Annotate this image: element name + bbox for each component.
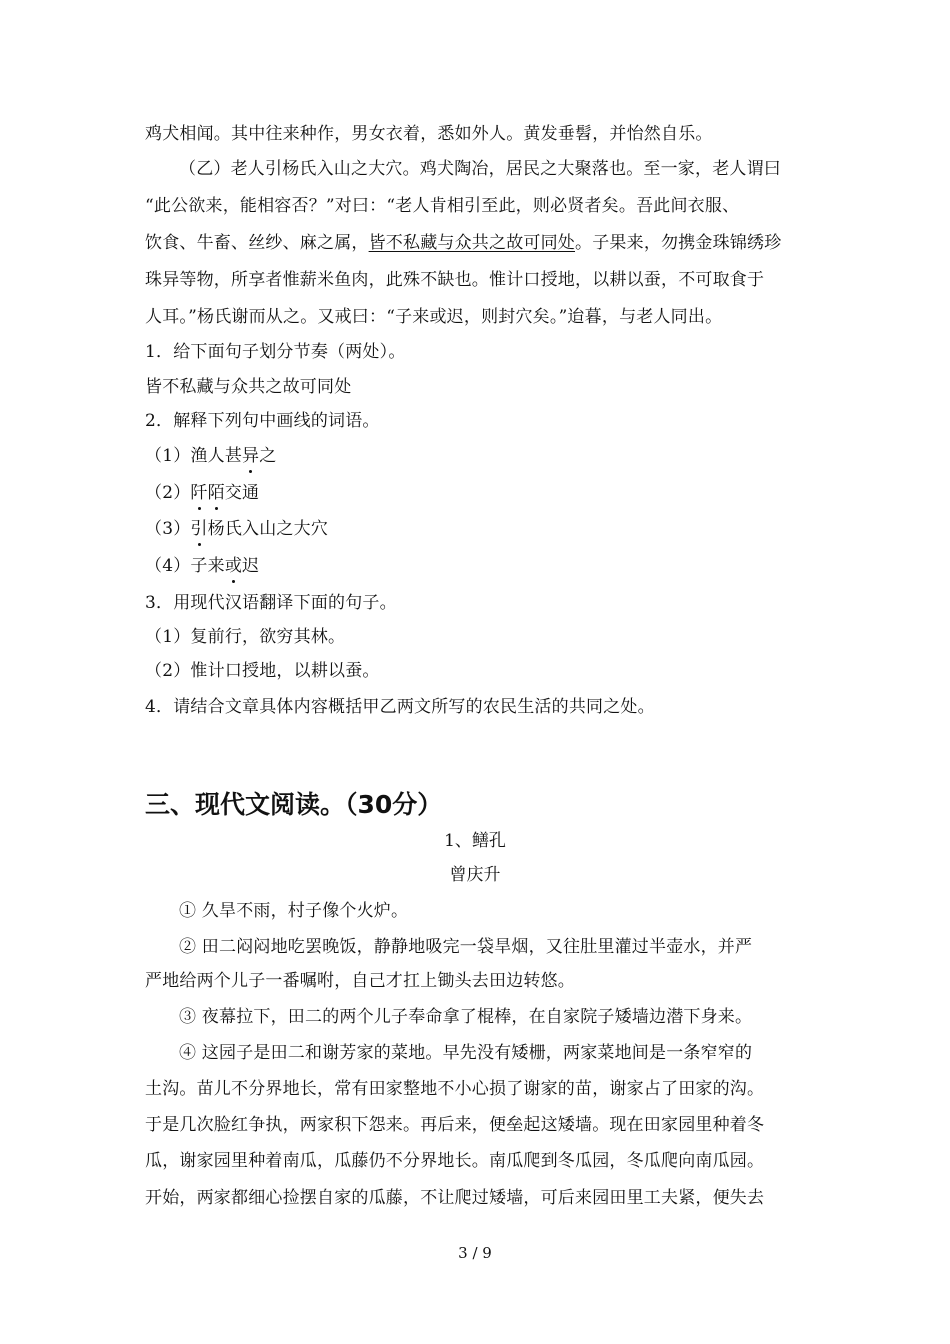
- section-heading: 三、现代文阅读。（30分）: [145, 790, 443, 819]
- article-line: 于是几次脸红争执，两家积下怨来。再后来，便垒起这矮墙。现在田家园里种着冬: [145, 1115, 765, 1135]
- question-3-item-2: （2）惟计口授地，以耕以蚕。: [145, 661, 380, 681]
- item-text: 交通: [224, 483, 260, 503]
- item-text: （2）: [145, 483, 191, 503]
- passage-line: 珠异等物，所享者惟薪米鱼肉，此殊不缺也。惟计口授地，以耕以蚕，不可取食于: [145, 270, 765, 290]
- article-line: 开始，两家都细心捡摆自家的瓜藤，不让爬过矮墙，可后来园田里工夫紧，便失去: [145, 1188, 765, 1208]
- question-2-item-4: [145, 555, 259, 577]
- item-text: 杨氏入山之大穴: [207, 519, 329, 539]
- dotted-word: 引: [190, 519, 208, 539]
- passage-line: 人耳。”杨氏谢而从之。又戒曰：“子来或迟，则封穴矣。”迨暮，与老人同出。: [145, 307, 723, 327]
- question-1-sentence: 皆不私藏与众共之故可同处: [145, 377, 352, 397]
- page-number: 3 / 9: [458, 1244, 492, 1262]
- question-1: 1．给下面句子划分节奏（两处）。: [145, 342, 406, 362]
- article-line: 严地给两个儿子一番嘱咐，自己才扛上锄头去田边转悠。: [145, 971, 575, 991]
- question-2-item-3: [145, 518, 328, 540]
- question-2-item-2: [145, 482, 259, 504]
- item-text: （4）子来: [145, 556, 225, 576]
- article-line: 土沟。苗儿不分界地长，常有田家整地不小心损了谢家的苗，谢家占了田家的沟。: [145, 1079, 765, 1099]
- item-text: 之: [259, 446, 277, 466]
- article-paragraph: ① 久旱不雨，村子像个火炉。: [179, 901, 409, 921]
- dotted-word: 阡: [190, 483, 208, 503]
- dotted-word: 异: [242, 446, 260, 466]
- article-paragraph: ② 田二闷闷地吃罢晚饭，静静地吸完一袋旱烟，又往肚里灌过半壶水，并严: [179, 937, 753, 957]
- item-text: （3）: [145, 519, 191, 539]
- article-paragraph: ④ 这园子是田二和谢芳家的菜地。早先没有矮栅，两家菜地间是一条窄窄的: [179, 1043, 753, 1063]
- article-paragraph: ③ 夜幕拉下，田二的两个儿子奉命拿了棍棒，在自家院子矮墙边潜下身来。: [179, 1007, 753, 1027]
- question-2-item-1: [145, 445, 276, 467]
- item-text: （1）渔人甚: [145, 446, 243, 466]
- question-3-item-1: （1）复前行，欲穷其林。: [145, 627, 346, 647]
- article-line: 瓜，谢家园里种着南瓜，瓜藤仍不分界地长。南瓜爬到冬瓜园，冬瓜爬向南瓜园。: [145, 1151, 765, 1171]
- article-author: 曾庆升: [449, 865, 501, 885]
- passage-line: 鸡犬相闻。其中往来种作，男女衣着，悉如外人。黄发垂髫，并怡然自乐。: [145, 124, 713, 144]
- dotted-word: 或: [224, 556, 243, 576]
- dotted-word: 陌: [207, 483, 225, 503]
- article-title: 1、鳝孔: [444, 831, 506, 851]
- passage-line: [145, 232, 781, 254]
- passage-line: （乙）老人引杨氏入山之大穴。鸡犬陶冶，居民之大聚落也。至一家，老人谓曰: [179, 159, 781, 179]
- underlined-sentence: 皆不私藏与众共之故可同处: [368, 233, 576, 253]
- passage-text: 饮食、牛畜、丝纱、麻之属，: [145, 233, 369, 253]
- passage-line: “此公欲来，能相容否？”对曰：“老人肯相引至此，则必贤者矣。吾此间衣服、: [145, 196, 740, 216]
- item-text: 迟: [242, 556, 260, 576]
- passage-text: 。子果来，勿携金珠锦绣珍: [575, 233, 782, 253]
- question-2: 2．解释下列句中画线的词语。: [145, 411, 380, 431]
- question-3: 3．用现代汉语翻译下面的句子。: [145, 593, 397, 613]
- question-4: 4．请结合文章具体内容概括甲乙两文所写的农民生活的共同之处。: [145, 697, 655, 717]
